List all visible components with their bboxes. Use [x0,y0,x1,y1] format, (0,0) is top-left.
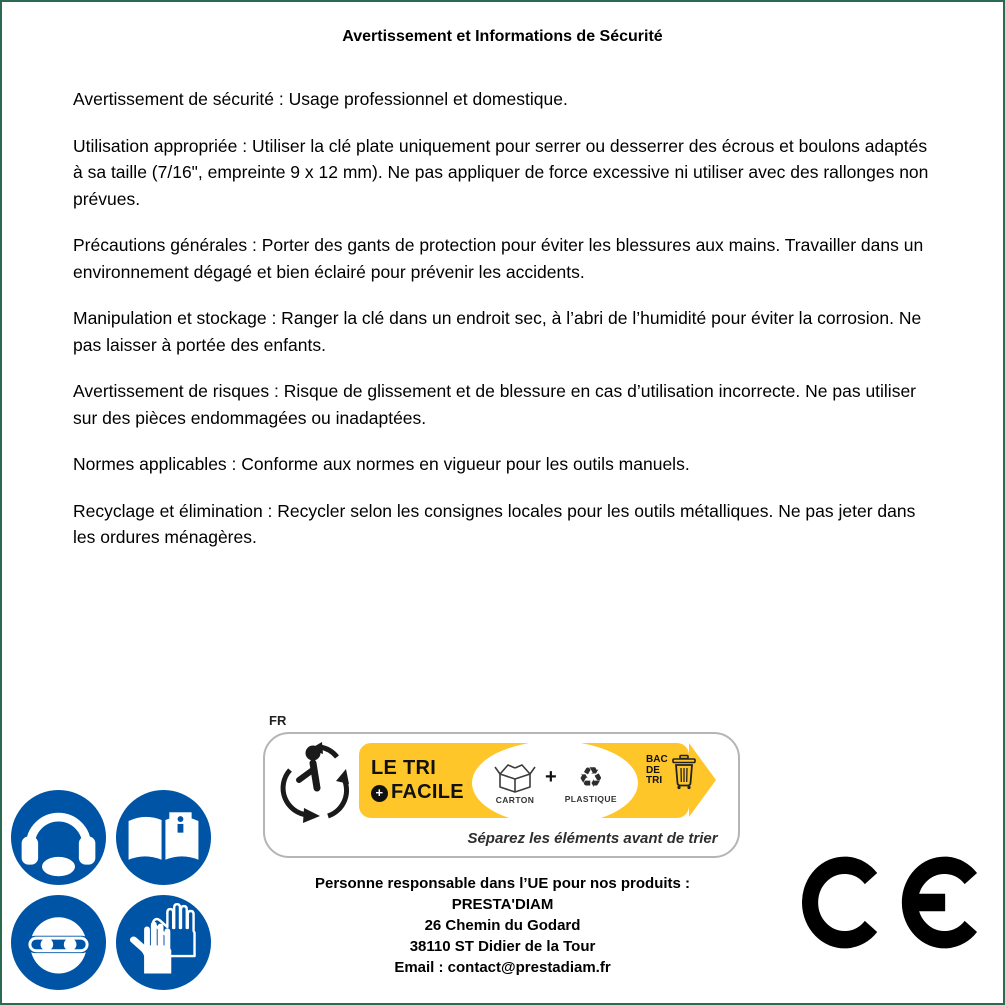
plastique-material [564,760,617,804]
carton-box-icon [493,762,537,794]
info-tri-recycling-label [263,732,740,858]
safety-paragraph: Manipulation et stockage : Ranger la clé dans un endroit sec, à l’abri de l’humidité pour éviter la corrosion. Ne pas laisser à portée des enfants. [73,308,922,355]
street-address: 26 Chemin du Godard [424,917,581,934]
email-address: Email : contact@prestadiam.fr [394,959,611,976]
page-title: Avertissement et Informations de Sécurité [342,28,663,45]
safety-paragraph: Avertissement de risques : Risque de glissement et de blessure en cas d’utilisation incorrecte. Ne pas utiliser sur des pièces endommagées ou inadaptées. [73,381,917,428]
responsible-intro: Personne responsable dans l’UE pour nos produits : [314,875,691,892]
bac-de-tri-label: BAC DE TRI [646,754,668,786]
safety-paragraph: Avertissement de sécurité : Usage professionnel et domestique. [73,89,568,109]
material-label: CARTON [495,794,535,805]
plus-separator: + [545,765,557,788]
sorting-caption: Séparez les éléments avant de trier [467,830,718,847]
wear-ear-protection-icon [10,789,107,886]
tri-facile-headline [371,756,464,804]
carton-material [493,762,537,805]
company-name: PRESTA'DIAM [451,896,554,913]
country-code-label: FR [269,713,287,728]
ce-mark-icon [802,855,987,950]
plus-icon: + [371,785,388,802]
facile-text: FACILE [391,781,464,803]
le-tri-text: LE TRI [371,757,437,779]
material-label: PLASTIQUE [564,793,617,804]
recycling-bin-icon [670,754,698,790]
safety-text-block [73,86,937,571]
recycling-symbol-icon: ♻ [578,760,604,794]
safety-paragraph: Normes applicables : Conforme aux normes en vigueur pour les outils manuels. [73,454,690,474]
triman-icon [277,742,357,826]
read-instruction-manual-icon [115,789,212,886]
safety-paragraph: Précautions générales : Porter des gants de protection pour éviter les blessures aux mains. Travailler dans un environnement dégagé et bien éclairé pour prévenir les accidents. [73,235,924,282]
safety-paragraph: Utilisation appropriée : Utiliser la clé plate uniquement pour serrer ou desserrer des écrous et boulons adaptés à sa taille (7/16", empreinte 9 x 12 mm). Ne pas appliquer de force excessive ni utiliser avec des rallonges non prévues. [73,135,929,209]
materials-ellipse [472,741,638,825]
safety-paragraph: Recyclage et élimination : Recycler selon les consignes locales pour les outils métalliques. Ne pas jeter dans les ordures ménagères. [73,500,916,547]
city-address: 38110 ST Didier de la Tour [409,938,596,955]
